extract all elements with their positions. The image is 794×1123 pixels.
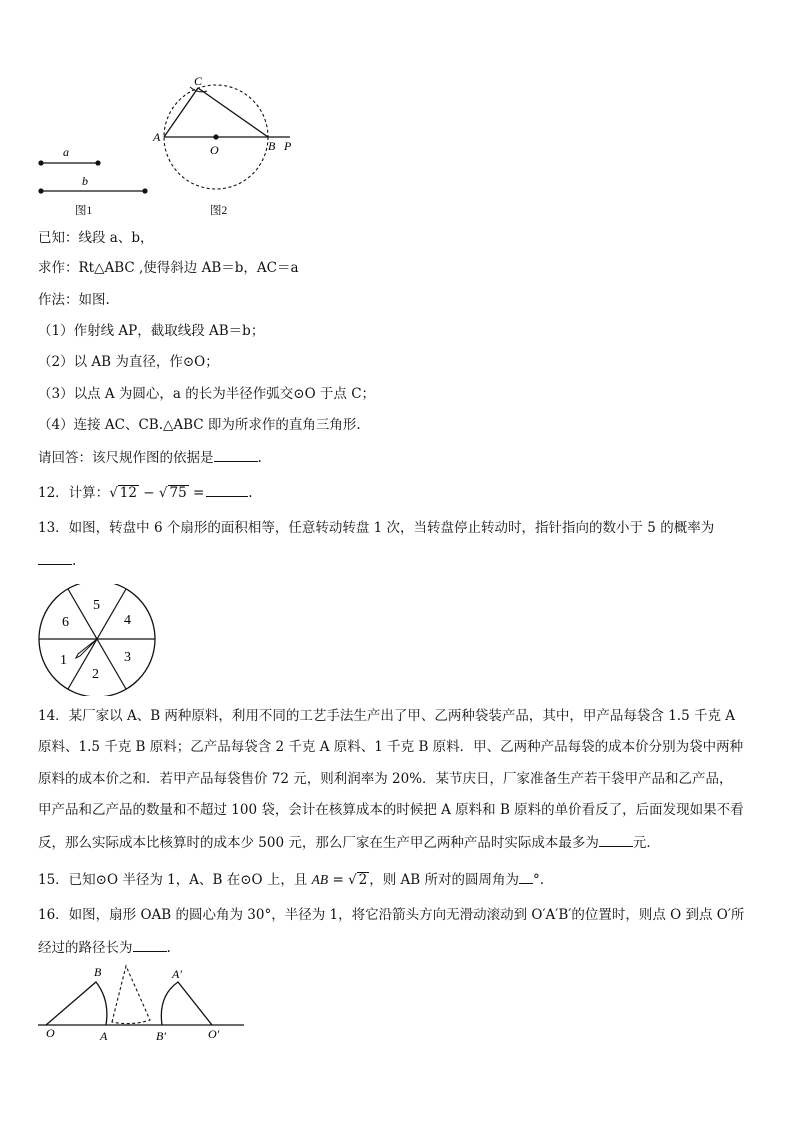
label-o: O bbox=[46, 1026, 55, 1040]
figure-2-caption: 图2 bbox=[210, 205, 228, 217]
problem15 bbox=[38, 869, 544, 890]
spinner-pointer bbox=[76, 639, 97, 658]
sqrt-symbol: √ bbox=[348, 872, 357, 888]
label-a-prime: A′ bbox=[172, 967, 182, 981]
sector-number-6: 6 bbox=[62, 615, 69, 630]
label-b-prime: B′ bbox=[156, 1029, 166, 1043]
problem15-suffix: ，则 AB 所对的圆周角为 bbox=[369, 872, 520, 888]
label-c: C bbox=[194, 74, 203, 88]
label-b: b bbox=[82, 174, 88, 188]
segment-b-endpoint-left bbox=[38, 188, 43, 193]
sqrt-symbol: √ bbox=[109, 485, 118, 501]
label-a: A bbox=[100, 1029, 108, 1043]
figure-1 bbox=[30, 140, 160, 220]
problem14-line2: 原料、1.5 千克 B 原料；乙产品每袋含 2 千克 A 原料、1 千克 B 原料．甲、乙两种产品每袋的成本价分别为袋中两种 bbox=[38, 739, 744, 755]
radicand-12: 12 bbox=[119, 485, 137, 501]
sqrt-symbol: √ bbox=[158, 485, 168, 501]
problem13-line2 bbox=[38, 550, 76, 571]
label-o-prime: O′ bbox=[208, 1027, 220, 1041]
label-a: a bbox=[63, 145, 69, 159]
answer-blank-15 bbox=[519, 869, 533, 884]
label-b: B bbox=[268, 139, 276, 153]
sector-oab-prime bbox=[161, 982, 212, 1025]
equals-sign: = bbox=[188, 485, 205, 501]
problem14-line1: 14．某厂家以 A、B 两种原料，利用不同的工艺手法生产出了甲、乙两种袋装产品，其中，甲产品每袋含 1.5 千克 A bbox=[38, 708, 736, 724]
radicand-75: 75 bbox=[169, 485, 187, 501]
problem12-end: . bbox=[248, 485, 253, 501]
problem14-line3: 原料的成本价之和．若甲产品每袋售价 72 元，则利润率为 20%．某节庆日，厂家准备生产若干袋甲产品和乙产品， bbox=[38, 771, 733, 787]
spinner-figure bbox=[36, 584, 160, 696]
label-a: A bbox=[153, 130, 161, 144]
segment-a-endpoint-right bbox=[95, 160, 100, 165]
problem15-eq: = bbox=[328, 872, 349, 888]
figure-16 bbox=[36, 960, 248, 1046]
answer-blank-13 bbox=[38, 550, 72, 565]
problem11-require: 求作：Rt△ABC ,使得斜边 AB＝b，AC＝a bbox=[38, 260, 299, 276]
problem13-line1: 13．如图，转盘中 6 个扇形的面积相等，任意转动转盘 1 次，当转盘停止转动时，指针指向的数小于 5 的概率为 bbox=[38, 520, 715, 536]
problem14-line4: 甲产品和乙产品的数量和不超过 100 袋，会计在核算成本的时候把 A 原料和 B 原料的单价看反了，后面发现如果不看 bbox=[38, 802, 744, 818]
problem14-line5-text: 反，那么实际成本比核算时的成本少 500 元，那么厂家在生产甲乙两种产品时实际成本最多为 bbox=[38, 835, 599, 851]
problem16-end: . bbox=[166, 940, 171, 956]
sector-number-5: 5 bbox=[93, 598, 100, 613]
sector-oab bbox=[46, 982, 107, 1025]
problem15-end: °. bbox=[533, 872, 545, 888]
problem11-method: 作法：如图. bbox=[38, 292, 110, 308]
answer-blank-11 bbox=[214, 447, 258, 462]
segment-a-endpoint-left bbox=[38, 160, 43, 165]
answer-blank-14 bbox=[599, 832, 633, 847]
problem11-question bbox=[38, 447, 262, 468]
problem14-line5 bbox=[38, 832, 660, 853]
problem16-line2 bbox=[38, 937, 171, 958]
problem11-step1: （1）作射线 AP，截取线段 AB＝b； bbox=[38, 323, 265, 339]
sector-number-4: 4 bbox=[124, 613, 131, 628]
sector-number-1: 1 bbox=[60, 653, 67, 668]
problem11-step3: （3）以点 A 为圆心，a 的长为半径作弧交⊙O 于点 C； bbox=[38, 386, 376, 402]
minus-sign: − bbox=[138, 485, 159, 501]
segment-cb bbox=[198, 88, 268, 137]
answer-blank-16 bbox=[133, 937, 167, 952]
problem15-prefix: 15．已知⊙O 半径为 1，A、B 在⊙O 上，且 bbox=[38, 872, 312, 888]
problem11-step4: （4）连接 AC、CB.△ABC 即为所求作的直角三角形. bbox=[38, 417, 361, 433]
sector-dashed-middle bbox=[112, 966, 150, 1024]
problem16-line2-text: 经过的路径长为 bbox=[38, 940, 133, 956]
problem15-ab: AB bbox=[311, 872, 329, 887]
segment-b-endpoint-right bbox=[142, 188, 147, 193]
figure-2 bbox=[150, 70, 300, 210]
label-p: P bbox=[284, 139, 292, 153]
problem11-step2: （2）以 AB 为直径，作⊙O； bbox=[38, 354, 219, 370]
problem11-question-text: 请回答：该尺规作图的依据是 bbox=[38, 450, 214, 466]
sector-number-2: 2 bbox=[92, 667, 99, 682]
problem16-line1: 16．如图，扇形 OAB 的圆心角为 30°，半径为 1，将它沿箭头方向无滑动滚动到 O′A′B′的位置时，则点 O 到点 O′所 bbox=[38, 907, 745, 923]
segment-ac bbox=[164, 88, 198, 137]
point-o bbox=[213, 134, 218, 139]
problem11-question-end: . bbox=[257, 450, 262, 466]
problem13-end: . bbox=[72, 553, 77, 569]
problem12-prefix: 12．计算： bbox=[38, 485, 110, 501]
answer-blank-12 bbox=[206, 482, 248, 497]
figure-1-caption: 图1 bbox=[75, 205, 93, 217]
label-o: O bbox=[210, 143, 219, 157]
problem12 bbox=[38, 482, 253, 503]
label-b: B bbox=[94, 965, 102, 979]
radicand-2: 2 bbox=[358, 872, 368, 888]
problem14-end: 元． bbox=[632, 835, 660, 851]
sector-number-3: 3 bbox=[124, 650, 131, 665]
problem11-known: 已知：线段 a、b， bbox=[38, 230, 154, 246]
